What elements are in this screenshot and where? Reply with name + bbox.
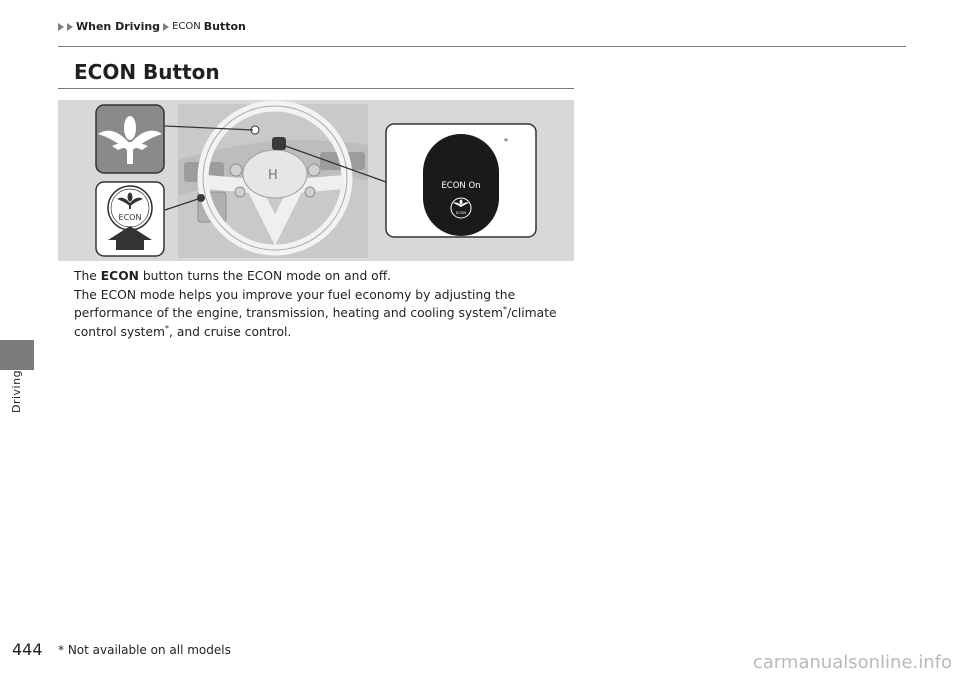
- description-paragraph-1: The ECON button turns the ECON mode on and off.: [74, 269, 392, 283]
- breadcrumb-arrow-icon: [163, 23, 169, 31]
- chapter-tab[interactable]: [0, 340, 34, 370]
- econ-term: ECON: [100, 269, 139, 283]
- page-title: ECON Button: [74, 60, 220, 84]
- breadcrumb-arrow-icon: [58, 23, 64, 31]
- econ-button-label: ECON: [118, 213, 142, 222]
- econ-illustration: [58, 100, 574, 261]
- display-econ-label: ECON: [455, 211, 467, 215]
- description-paragraph-2: The ECON mode helps you improve your fuel economy by adjusting the performance of the engine, transmission, heating and cooling system*/climate control system*, and cruise control.: [74, 287, 557, 339]
- page-number: 444: [12, 640, 43, 659]
- display-asterisk: *: [504, 137, 508, 146]
- footnote-marker: *: [165, 323, 169, 333]
- breadcrumb-arrow-icon: [67, 23, 73, 31]
- footnote-marker: *: [502, 304, 507, 314]
- footnote: * Not available on all models: [58, 643, 231, 657]
- breadcrumb-item-when-driving[interactable]: When Driving: [76, 20, 161, 33]
- breadcrumb: [58, 20, 246, 33]
- chapter-label: Driving: [10, 370, 23, 414]
- description: [74, 267, 594, 341]
- watermark: carmanualsonline.info: [752, 652, 952, 673]
- breadcrumb-item-button: Button: [203, 20, 246, 33]
- title-divider: [58, 88, 574, 89]
- header-divider: [58, 46, 906, 47]
- dashboard-illustration: [58, 100, 574, 261]
- display-status-text: ECON On: [441, 181, 481, 191]
- svg-text:H: H: [268, 168, 278, 183]
- breadcrumb-item-econ: ECON: [172, 21, 201, 32]
